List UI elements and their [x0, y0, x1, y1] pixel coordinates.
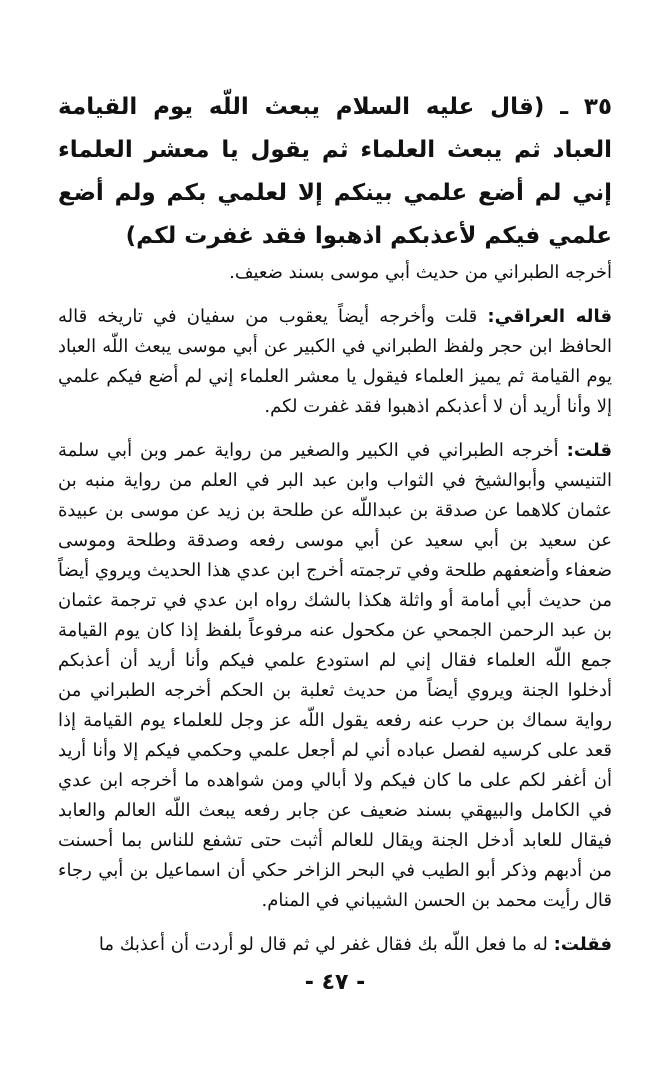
qultu-label: قلت:	[566, 440, 613, 461]
page-body	[58, 86, 612, 974]
faqultu-paragraph	[58, 930, 612, 960]
page-number: - ٤٧ -	[304, 970, 366, 995]
faqultu-text: له ما فعل اللّه بك فقال غفر لي ثم قال لو أردت أن أعذبك ما	[98, 934, 548, 955]
iraqi-paragraph	[58, 302, 612, 422]
hadith-heading	[58, 86, 612, 258]
hadith-number: ٣٥ ـ	[560, 94, 612, 120]
takhrij-line: أخرجه الطبراني من حديث أبي موسى بسند ضعيف.	[229, 262, 612, 283]
hadith-text: (قال عليه السلام يبعث اللّه يوم القيامة العباد ثم يبعث العلماء ثم يقول يا معشر العلماء إني لم أضع علمي بينكم إلا لعلمي بكم ولم أضع علمي فيكم لأعذبكم اذهبوا فقد غفرت لكم)	[58, 94, 612, 249]
iraqi-text: قلت وأخرجه أيضاً يعقوب من سفيان في تاريخه قاله الحافظ ابن حجر ولفظ الطبراني في الكبير عن أبي موسى يبعث اللّه العباد يوم القيامة ثم يميز العلماء فيقول يا معشر العلماء إني لم أضع فيكم علمي إلا وأنا أريد أن لا أعذبكم اذهبوا فقد غفرت لكم.	[58, 306, 612, 417]
qultu-text: أخرجه الطبراني في الكبير والصغير من رواية عمر وبن أبي سلمة التنيسي وأبوالشيخ في الثواب وابن عبد البر في العلم من رواية منبه بن عثمان كلاهما عن صدقة بن عبداللّه عن طلحة بن زيد عن موسى بن عبيدة عن سعيد بن أبي سعيد عن أبي موسى رفعه وصدقة وطلحة وموسى ضعفاء وأضعفهم طلحة وفي ترجمته أخرج ابن عدي هذا الحديث ويروي أيضاً من حديث أبي أمامة أو واثلة هكذا بالشك رواه ابن عدي في ترجمة عثمان بن عبد الرحمن الجمحي عن مكحول عنه مرفوعاً بلفظ إذا كان يوم القيامة جمع اللّه العلماء فقال إني لم استودع علمي فيكم وأنا أريد أن أعذبكم أدخلوا الجنة ويروي أيضاً من حديث ثعلبة بن الحكم أخرجه الطبراني من رواية سماك بن حرب عنه رفعه يقول اللّه عز وجل للعلماء يوم القيامة إذا قعد على كرسيه لفصل عباده أني لم أجعل علمي وحكمي فيكم إلا وأنا أريد أن أغفر لكم على ما كان فيكم ولا أبالي ومن شواهده ما أخرجه ابن عدي في الكامل والبيهقي بسند ضعيف عن جابر رفعه يبعث اللّه العالم والعابد فيقال للعابد أدخل الجنة ويقال للعالم أثبت حتى تشفع للناس بما أحسنت من أدبهم وذكر أبو الطيب في البحر الزاخر حكي أن اسماعيل بن أبي رجاء قال رأيت محمد بن الحسن الشيباني في المنام.	[58, 440, 612, 911]
iraqi-label: قاله العراقي:	[487, 306, 612, 327]
qultu-paragraph	[58, 436, 612, 916]
faqultu-label: فقلت:	[553, 934, 612, 955]
